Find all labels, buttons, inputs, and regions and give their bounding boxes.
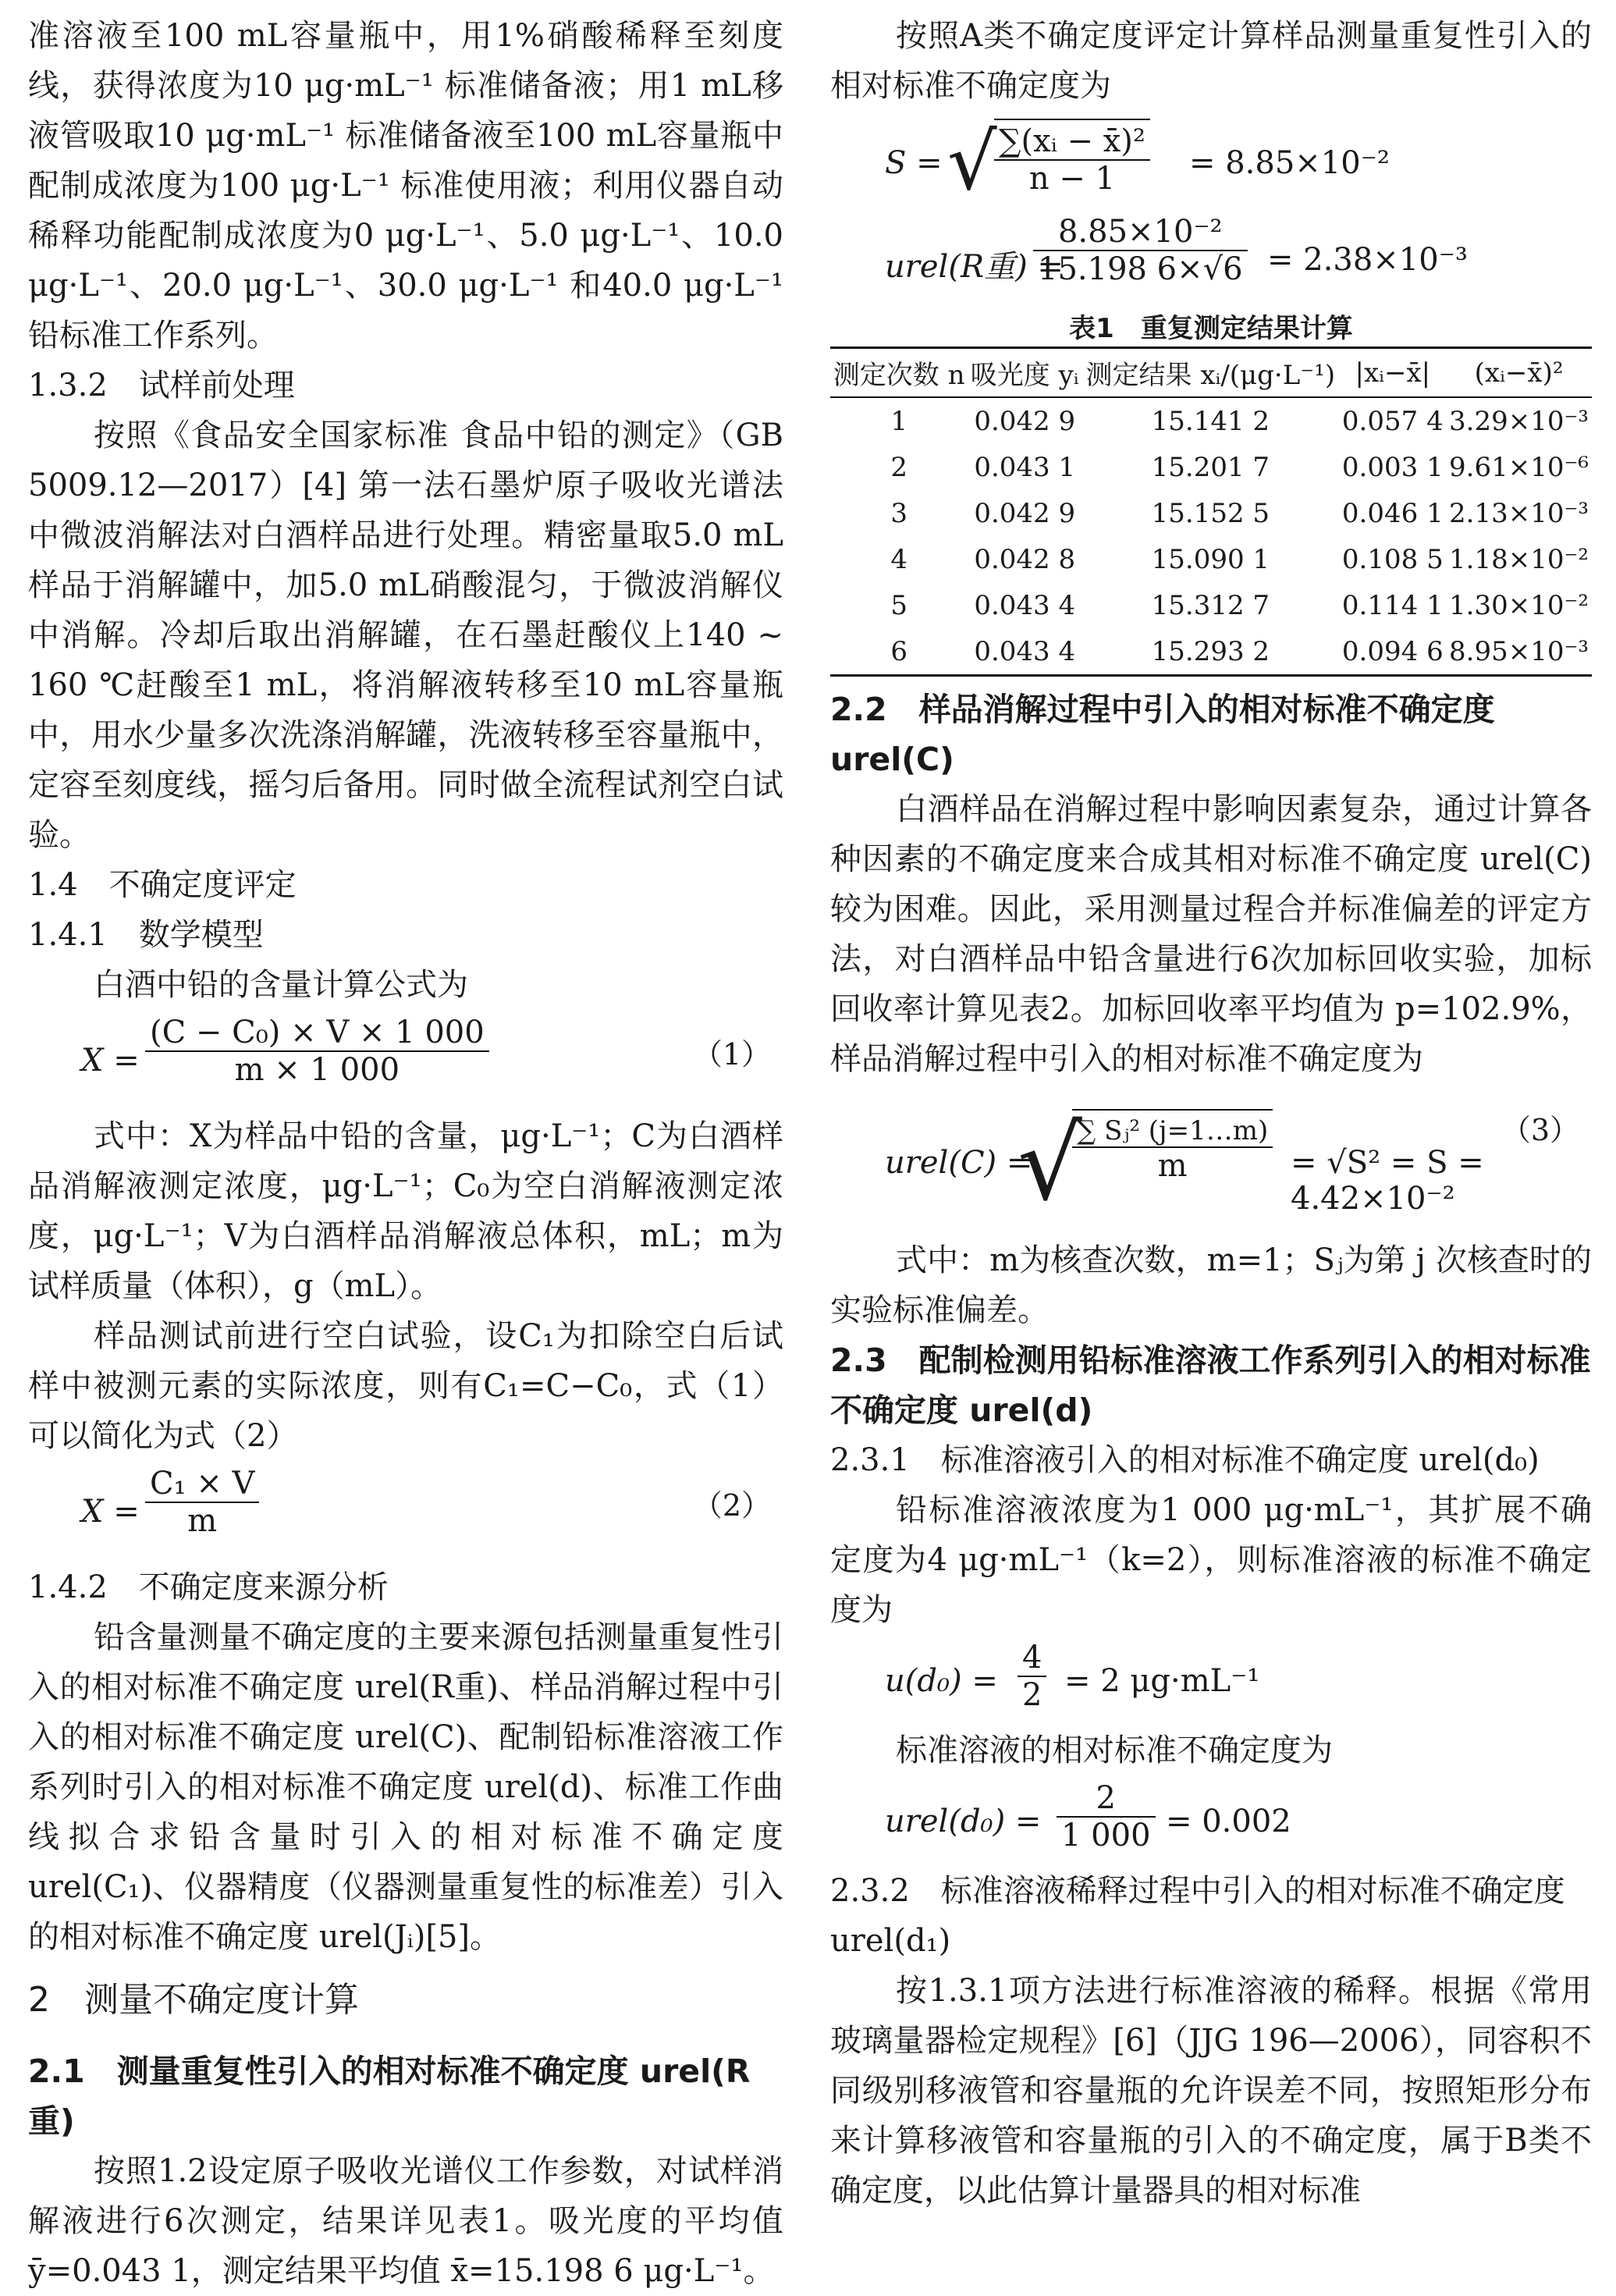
sqrt-icon: √	[947, 116, 997, 208]
table-cell: 0.094 6	[1340, 628, 1447, 676]
table-cell: 4	[890, 543, 907, 575]
eq3-rhs: = √S² = S = 4.42×10⁻²	[1291, 1145, 1484, 1217]
table-cell: 0.042 8	[974, 543, 1076, 575]
equation-S	[830, 116, 1592, 209]
table-cell: 2.13×10⁻³	[1449, 497, 1589, 529]
table-1-caption: 表1 重复测定结果计算	[1069, 313, 1353, 344]
eq3-numerator: ∑ Sⱼ² (j=1…m)	[1072, 1115, 1273, 1148]
heading-2-3-1: 2.3.1 标准溶液引入的相对标准不确定度 urel(d₀)	[830, 1442, 1540, 1478]
table-header: 测定结果 xᵢ/(μg·L⁻¹)	[1081, 348, 1339, 398]
table-row	[830, 444, 1592, 490]
table-cell: 0.003 1	[1341, 451, 1444, 483]
table-cell: 15.141 2	[1151, 405, 1270, 437]
eq-ud0-rhs: = 2 μg·mL⁻¹	[1064, 1663, 1260, 1699]
table-cell: 9.61×10⁻⁶	[1449, 451, 1589, 483]
paragraph-1-4-1c: 样品测试前进行空白试验，设C₁为扣除空白后试样中被测元素的实际浓度，则有C₁=C−C₀，式（1）可以简化为式（2）	[28, 1318, 783, 1454]
paragraph-2-1: 按照1.2设定原子吸收光谱仪工作参数，对试样消解液进行6次测定，结果详见表1。吸光度的平均值 ȳ=0.043 1，测定结果平均值 x̄=15.198 6 μg·L⁻¹。	[28, 2153, 783, 2289]
left-column	[28, 11, 783, 2296]
table-cell: 5	[890, 589, 907, 621]
table-cell: 3.29×10⁻³	[1449, 405, 1589, 437]
paragraph-a-eval: 按照A类不确定度评定计算样品测量重复性引入的相对标准不确定度为	[830, 18, 1592, 104]
eq-ud0-denominator: 2	[1022, 1677, 1042, 1713]
table-cell: 15.312 7	[1151, 589, 1270, 621]
eq1-fraction	[145, 1015, 489, 1088]
table-row	[830, 628, 1592, 676]
paragraph-2-2: 白酒样品在消解过程中影响因素复杂，通过计算各种因素的不确定度来合成其相对标准不确定度 urel(C)较为困难。因此，采用测量过程合并标准偏差的评定方法，对白酒样品中铅含量进行6次加标回收实验，加标回收率计算见表2。加标回收率平均值为 p=102.9%，样品消解过程中引入的相对标准不确定度为	[830, 791, 1592, 1077]
eqU-denominator: 15.198 6×√6	[1038, 251, 1243, 287]
eq-urd0-denominator: 1 000	[1061, 1818, 1151, 1854]
table-row	[830, 582, 1592, 628]
table-cell: 0.108 5	[1341, 543, 1444, 575]
paragraph-1-4-1b: 式中：X为样品中铅的含量，μg·L⁻¹；C为白酒样品消解液测定浓度，μg·L⁻¹；C₀为空白消解液测定浓度，μg·L⁻¹；V为白酒样品消解液总体积，mL；m为试样质量（体积），g（mL）。	[28, 1118, 783, 1304]
equation-urel-R	[830, 214, 1592, 306]
table-cell: 15.293 2	[1081, 628, 1339, 676]
table-cell: 0.043 4	[968, 628, 1081, 676]
table-cell: 0.114 1	[1341, 589, 1444, 621]
eq1-lhs: X =	[81, 1043, 140, 1079]
table-cell: 15.090 1	[1151, 543, 1270, 575]
sqrt-icon: √	[1018, 1104, 1082, 1223]
eq3-lhs: urel(C) =	[885, 1145, 1033, 1181]
table-header: |xᵢ−x̄|	[1340, 348, 1447, 398]
equation-urel-d0	[830, 1780, 1592, 1861]
eq2-denominator: m	[187, 1503, 218, 1539]
paragraph-2-3-1: 铅标准溶液浓度为1 000 μg·mL⁻¹，其扩展不确定度为4 μg·mL⁻¹（k=2），则标准溶液的标准不确定度为	[830, 1492, 1592, 1628]
table-cell: 1.30×10⁻²	[1449, 589, 1589, 621]
table-1	[830, 347, 1592, 677]
table-row	[830, 490, 1592, 536]
eqS-numerator: ∑(xᵢ − x̄)²	[994, 123, 1150, 161]
paragraph-intro: 准溶液至100 mL容量瓶中，用1%硝酸稀释至刻度线，获得浓度为10 μg·mL⁻¹ 标准储备液；用1 mL移液管吸取10 μg·mL⁻¹ 标准储备液至100 mL容量瓶中配制成浓度为100 μg·L⁻¹ 标准使用液；利用仪器自动稀释功能配制成浓度为0 μg·L⁻¹、5.0 μg·L⁻¹、10.0 μg·L⁻¹、20.0 μg·L⁻¹、30.0 μg·L⁻¹ 和40.0 μg·L⁻¹ 铅标准工作系列。	[28, 18, 783, 354]
table-cell: 15.152 5	[1151, 497, 1270, 529]
equation-3	[830, 1098, 1592, 1231]
eq2-lhs: X =	[81, 1494, 140, 1530]
table-cell: 15.201 7	[1151, 451, 1270, 483]
table-cell: 0.046 1	[1341, 497, 1444, 529]
heading-1-3-2: 1.3.2 试样前处理	[28, 368, 295, 403]
equation-2	[28, 1466, 783, 1558]
heading-1-4-2: 1.4.2 不确定度来源分析	[28, 1569, 389, 1605]
table-cell: 1.18×10⁻²	[1449, 543, 1589, 575]
table-cell: 2	[890, 451, 907, 483]
eq3-denominator: m	[1157, 1148, 1188, 1184]
eqS-denominator: n − 1	[1028, 161, 1116, 197]
eq1-denominator: m × 1 000	[234, 1052, 400, 1088]
eq-urd0-lhs: urel(d₀) =	[885, 1804, 1042, 1839]
table-cell: 3	[890, 497, 907, 529]
table-header: 测定次数 n	[830, 348, 968, 398]
table-cell: 8.95×10⁻³	[1446, 628, 1592, 676]
table-cell: 6	[830, 628, 968, 676]
eq2-number: （2）	[692, 1488, 771, 1523]
heading-2-3-2: 2.3.2 标准溶液稀释过程中引入的相对标准不确定度 urel(d₁)	[830, 1873, 1565, 1959]
eqU-fraction	[1033, 214, 1248, 287]
table-row	[830, 536, 1592, 582]
table-cell: 0.043 1	[974, 451, 1076, 483]
heading-2-3: 2.3 配制检测用铅标准溶液工作系列引入的相对标准不确定度 urel(d)	[830, 1342, 1591, 1429]
eq2-fraction	[145, 1466, 259, 1539]
heading-2-1: 2.1 测量重复性引入的相对标准不确定度 urel(R重)	[28, 2053, 751, 2140]
heading-2: 2 测量不确定度计算	[28, 1980, 359, 2020]
eq2-numerator: C₁ × V	[145, 1466, 259, 1503]
paragraph-2-3-1b: 标准溶液的相对标准不确定度为	[896, 1733, 1333, 1768]
table-header-row	[830, 348, 1592, 398]
paragraph-1-4-2: 铅含量测量不确定度的主要来源包括测量重复性引入的相对标准不确定度 urel(R重)、样品消解过程中引入的相对标准不确定度 urel(C)、配制铅标准溶液工作系列时引入的相对标准不确定度 urel(d)、标准工作曲线拟合求铅含量时引入的相对标准不确定度 urel(C₁)、仪器精度（仪器测量重复性的标准差）引入的相对标准不确定度 urel(Jᵢ)[5]。	[28, 1619, 783, 1955]
paragraph-2-3-2: 按1.3.1项方法进行标准溶液的稀释。根据《常用玻璃量器检定规程》[6]（JJG 196—2006），同容积不同级别移液管和容量瓶的允许误差不同，按照矩形分布来计算移液管和容量瓶的引入的不确定度，属于B类不确定度，以此估算计量器具的相对标准	[830, 1973, 1592, 2209]
heading-1-4: 1.4 不确定度评定	[28, 867, 297, 903]
right-column	[830, 11, 1592, 2216]
eq-urd0-numerator: 2	[1057, 1780, 1156, 1818]
eqS-rhs: = 8.85×10⁻²	[1189, 145, 1390, 181]
eqS-lhs: S =	[885, 145, 943, 181]
eqU-lhs: urel(R重) =	[885, 249, 1064, 285]
table-cell: 0.042 9	[974, 497, 1076, 529]
heading-2-2: 2.2 样品消解过程中引入的相对标准不确定度 urel(C)	[830, 691, 1495, 778]
equation-ud0	[830, 1640, 1592, 1721]
eq-ud0-lhs: u(d₀) =	[885, 1663, 998, 1699]
eq1-numerator: (C − C₀) × V × 1 000	[145, 1015, 489, 1052]
eqU-rhs: = 2.38×10⁻³	[1267, 242, 1468, 278]
table-header: (xᵢ−x̄)²	[1446, 348, 1592, 398]
heading-1-4-1: 1.4.1 数学模型	[28, 917, 264, 953]
paragraph-2-2b: 式中：m为核查次数，m=1；Sⱼ为第 j 次核查时的实验标准偏差。	[830, 1242, 1592, 1328]
eqU-numerator: 8.85×10⁻²	[1033, 214, 1248, 251]
paragraph-1-3-2: 按照《食品安全国家标准 食品中铅的测定》（GB 5009.12—2017）[4] 第一法石墨炉原子吸收光谱法中微波消解法对白酒样品进行处理。精密量取5.0 mL样品于消解罐中，加5.0 mL硝酸混匀，于微波消解仪中消解。冷却后取出消解罐，在石墨赶酸仪上140 ~ 160 ℃赶酸至1 mL，将消解液转移至10 mL容量瓶中，用水少量多次洗涤消解罐，洗液转移至容量瓶中，定容至刻度线，摇匀后备用。同时做全流程试剂空白试验。	[28, 418, 783, 853]
eq1-number: （1）	[692, 1037, 771, 1072]
table-header: 吸光度 yᵢ	[968, 348, 1081, 398]
table-cell: 0.043 4	[974, 589, 1076, 621]
eq-ud0-numerator: 4	[1018, 1640, 1046, 1677]
eq-urd0-rhs: = 0.002	[1166, 1804, 1291, 1839]
table-row	[830, 397, 1592, 444]
table-cell: 0.042 9	[974, 405, 1076, 437]
eq3-fraction	[1072, 1109, 1273, 1184]
eqS-fraction	[994, 119, 1150, 197]
eq-urd0-fraction	[1057, 1780, 1156, 1854]
table-cell: 0.057 4	[1341, 405, 1444, 437]
eq-ud0-fraction	[1018, 1640, 1046, 1713]
paragraph-1-4-1a: 白酒中铅的含量计算公式为	[94, 967, 468, 1003]
equation-1	[28, 1015, 783, 1107]
eq3-number: （3）	[1501, 1113, 1579, 1147]
table-cell: 1	[890, 405, 907, 437]
